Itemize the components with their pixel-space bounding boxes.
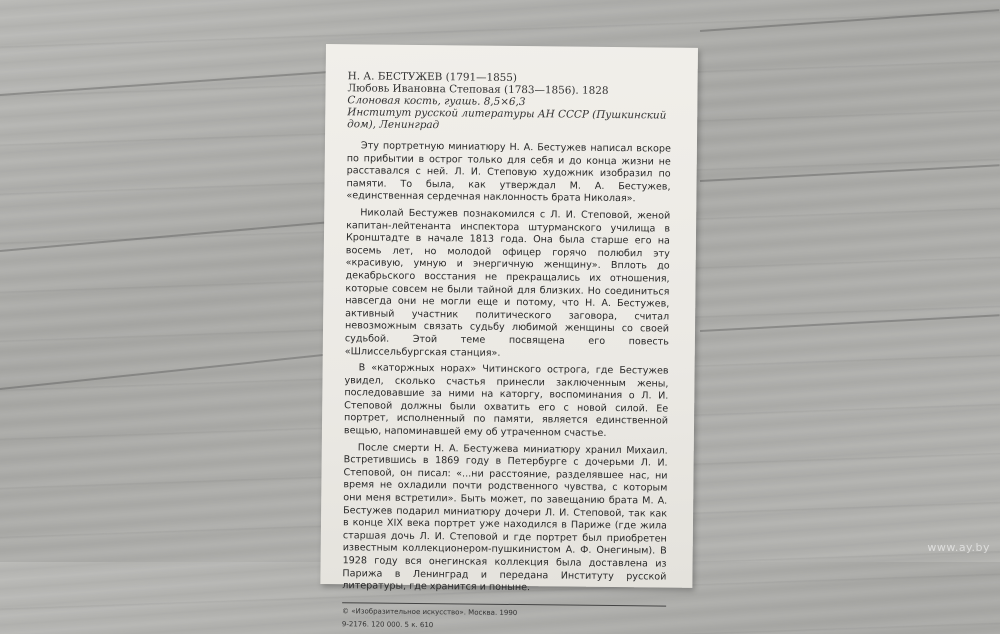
table-plank-seam	[0, 354, 328, 390]
artist-line: Н. А. БЕСТУЖЕВ (1791—1855)	[347, 70, 518, 85]
paragraph: В «каторжных норах» Читинского острога, где Бестужев увидел, сколько счастья принесли заключенным жены, последовавшие за ними на каторгу, воспоминания о Л. И. Степовой должны были охватить его с новой силой. Ее портрет, исполненный по памяти, является единственной вещью, напоминавшей ему об утраченном счастье.	[343, 362, 669, 440]
paragraph: Николай Бестужев познакомился с Л. И. Степовой, женой капитан-лейтенанта инспектора штурманского училища в Кронштадте в начале 1813 года. Она была старше его на восемь лет, но молодой офицер горячо полюбил эту «красивую, умную и энергичную женщину». Вплоть до декабрьского восстания не прекращались их отношения, которые совсем не были тайной для близких. Но соединиться навсегда они не могли еще и потому, что Н. А. Бестужев, активный участник политического заговора, считал невозможным связать судьбу любимой женщины со своей судьбой. Этой теме посвящена его повесть «Шлиссельбургская станция».	[344, 207, 671, 359]
paragraph: Эту портретную миниатюру Н. А. Бестужев написал вскоре по прибытии в острог только для себя и до конца жизни не расставался с ней. Л. И. Степовую художник изобразил по памяти. То была, как утверждал М. А. Бестужев, «единственная сердечная наклонность брата Николая».	[346, 140, 671, 205]
table-plank-seam	[700, 9, 999, 32]
table-plank-seam	[0, 221, 329, 252]
medium-line: Слоновая кость, гуашь. 8,5×6,3	[347, 94, 526, 109]
site-watermark: www.ay.by	[927, 541, 990, 554]
postcard-back	[320, 44, 698, 630]
collection-line: Институт русской литературы АН СССР (Пушкинский дом), Ленинград	[347, 106, 667, 132]
paragraph: После смерти Н. А. Бестужева миниатюру хранил Михаил. Встретившись в 1869 году в Петербурге с дочерьми Л. И. Степовой, он писал: «...ни расстояние, разделявшее нас, ни время не охладили почти родственного чувства, с которым они меня встретили». Быть может, по завещанию брата М. А. Бестужев подарил миниатюру дочери Л. И. Степовой, так как в конце XIX века портрет уже находился в Париже (где жила старшая дочь Л. И. Степовой и где портрет был приобретен известным коллекционером-пушкинистом А. Ф. Онегиным). В 1928 году вся онегинская коллекция была доставлена из Парижа в Ленинград и передана Институту русской литературы, где хранится и поныне.	[342, 442, 668, 594]
subject-line: Любовь Ивановна Степовая (1783—1856). 1828	[347, 82, 609, 97]
table-plank-seam	[700, 164, 1000, 182]
divider	[342, 602, 666, 606]
imprint-line: © «Изобразительное искусство». Москва. 1990	[342, 606, 518, 617]
imprint-code: 9-2176. 120 000. 5 к. 610	[341, 620, 434, 630]
table-plank-seam	[0, 71, 329, 96]
table-plank-seam	[700, 314, 1000, 332]
card-content	[342, 70, 672, 633]
